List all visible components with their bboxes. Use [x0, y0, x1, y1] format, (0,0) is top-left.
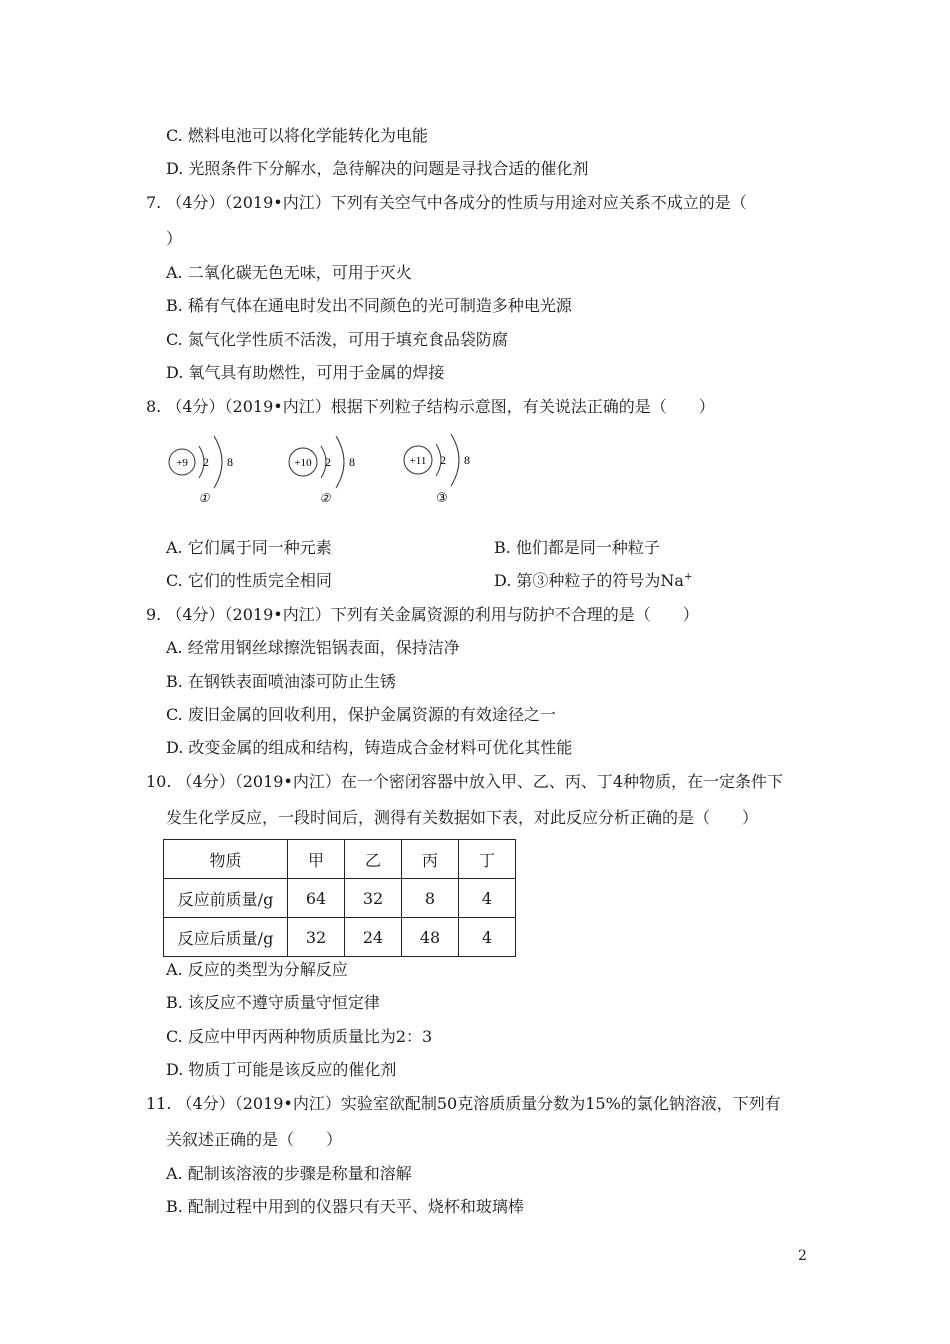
particle-3-shell2: 8	[464, 453, 470, 467]
table-header-cell: 丁	[459, 840, 516, 879]
q10-option-c: C. 反应中甲丙两种物质质量比为2：3	[166, 1027, 433, 1046]
table-cell: 32	[345, 879, 402, 918]
table-header-cell: 物质	[164, 840, 288, 879]
q10-stem: 10. （4分）（2019•内江）在一个密闭容器中放入甲、乙、丙、丁4种物质，在一定条件下	[146, 772, 784, 791]
particle-1-shell1: 2	[203, 455, 209, 469]
particle-2-label: ②	[319, 491, 331, 505]
q10-option-d: D. 物质丁可能是该反应的催化剂	[166, 1060, 397, 1079]
particle-1-nucleus: +9	[176, 457, 188, 469]
table-cell: 反应后质量/g	[164, 918, 288, 957]
q7-stem: 7. （4分）（2019•内江）下列有关空气中各成分的性质与用途对应关系不成立的是（	[146, 193, 747, 212]
q10-stem-cont: 发生化学反应，一段时间后，测得有关数据如下表，对此反应分析正确的是（ ）	[166, 808, 759, 827]
q11-option-a: A. 配制该溶液的步骤是称量和溶解	[166, 1164, 412, 1183]
mass-data-table	[163, 839, 516, 957]
table-cell: 反应前质量/g	[164, 879, 288, 918]
q8-option-d	[494, 570, 692, 592]
table-header-cell: 乙	[345, 840, 402, 879]
q6-option-d: D. 光照条件下分解水，急待解决的问题是寻找合适的催化剂	[166, 159, 589, 178]
table-header-cell: 丙	[402, 840, 459, 879]
table-cell: 64	[288, 879, 345, 918]
particle-diagram-2	[287, 430, 367, 508]
q8-option-d-charge: +	[683, 571, 693, 583]
q8-option-c: C. 它们的性质完全相同	[166, 571, 332, 590]
q7-option-c: C. 氮气化学性质不活泼，可用于填充食品袋防腐	[166, 330, 508, 349]
q11-option-b: B. 配制过程中用到的仪器只有天平、烧杯和玻璃棒	[166, 1197, 524, 1216]
particle-3-label: ③	[436, 491, 448, 506]
table-row	[164, 918, 516, 957]
q10-option-a: A. 反应的类型为分解反应	[166, 960, 348, 979]
table-cell: 32	[288, 918, 345, 957]
table-row	[164, 879, 516, 918]
q8-stem: 8. （4分）（2019•内江）根据下列粒子结构示意图，有关说法正确的是（ ）	[146, 397, 715, 416]
page-number: 2	[798, 1248, 807, 1264]
particle-2-nucleus: +10	[294, 457, 312, 469]
particle-1-label: ①	[198, 491, 210, 505]
q7-option-b: B. 稀有气体在通电时发出不同颜色的光可制造多种电光源	[166, 296, 572, 315]
q9-option-a: A. 经常用钢丝球擦洗铝锅表面，保持洁净	[166, 638, 460, 657]
table-cell: 48	[402, 918, 459, 957]
table-cell: 4	[459, 879, 516, 918]
q7-stem-cont: ）	[166, 229, 183, 248]
table-header-cell: 甲	[288, 840, 345, 879]
particle-3-shell1: 2	[440, 453, 446, 467]
table-cell: 4	[459, 918, 516, 957]
particle-diagram-1	[166, 430, 246, 508]
particle-3-nucleus: +11	[409, 455, 427, 467]
table-cell: 24	[345, 918, 402, 957]
q9-option-c: C. 废旧金属的回收利用，保护金属资源的有效途径之一	[166, 705, 556, 724]
q7-option-d: D. 氧气具有助燃性，可用于金属的焊接	[166, 363, 445, 382]
q11-stem-cont: 关叙述正确的是（ ）	[166, 1130, 343, 1149]
q7-option-a: A. 二氧化碳无色无味，可用于灭火	[166, 263, 412, 282]
q10-option-b: B. 该反应不遵守质量守恒定律	[166, 993, 380, 1012]
q11-stem: 11. （4分）（2019•内江）实验室欲配制50克溶质质量分数为15%的氯化钠溶液，下列有	[146, 1094, 781, 1113]
particle-2-shell2: 8	[349, 455, 355, 469]
q6-option-c: C. 燃料电池可以将化学能转化为电能	[166, 126, 428, 145]
particle-1-shell2: 8	[227, 455, 233, 469]
table-cell: 8	[402, 879, 459, 918]
q9-stem: 9. （4分）（2019•内江）下列有关金属资源的利用与防护不合理的是（ ）	[146, 605, 699, 624]
particle-2-shell1: 2	[325, 455, 331, 469]
q9-option-d: D. 改变金属的组成和结构，铸造成合金材料可优化其性能	[166, 738, 573, 757]
q8-option-d-text: D. 第③种粒子的符号为Na	[494, 571, 684, 590]
q9-option-b: B. 在钢铁表面喷油漆可防止生锈	[166, 672, 396, 691]
q8-option-b: B. 他们都是同一种粒子	[494, 538, 660, 557]
particle-diagram-3	[402, 430, 482, 508]
q8-option-a: A. 它们属于同一种元素	[166, 538, 332, 557]
table-header-row	[164, 840, 516, 879]
